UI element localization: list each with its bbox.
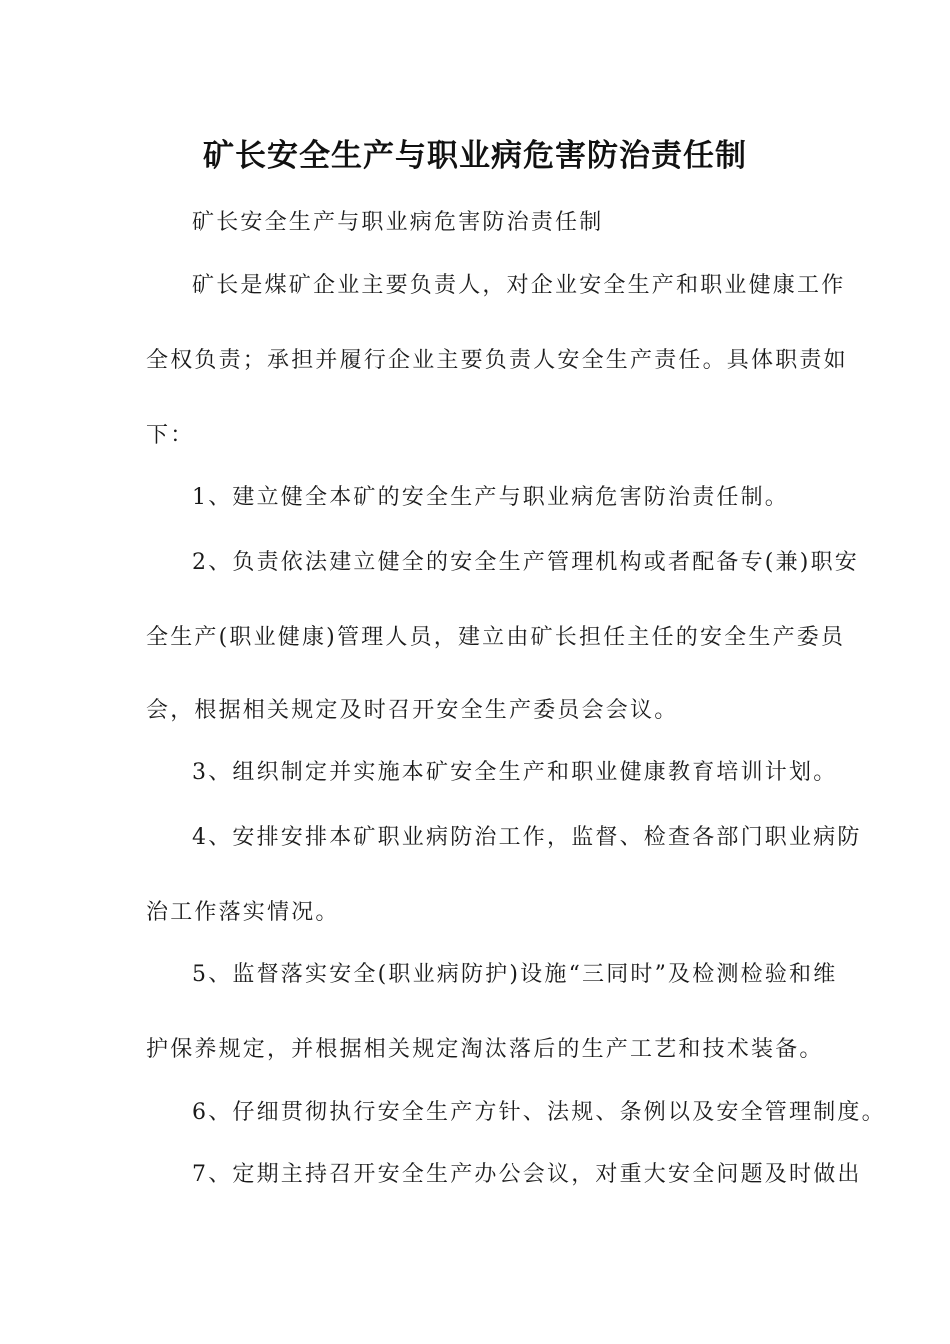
list-item-2-cont: 会，根据相关规定及时召开安全生产委员会会议。 — [146, 698, 679, 723]
paragraph-line: 全权负责；承担并履行企业主要负责人安全生产责任。具体职责如 — [146, 348, 848, 373]
document-title: 矿长安全生产与职业病危害防治责任制 — [203, 138, 747, 174]
list-item-4-cont: 治工作落实情况。 — [146, 900, 340, 925]
list-item-5-cont: 护保养规定，并根据相关规定淘汰落后的生产工艺和技术装备。 — [146, 1037, 824, 1062]
list-item-7: 7、定期主持召开安全生产办公会议，对重大安全问题及时做出 — [192, 1162, 862, 1187]
paragraph-line: 下： — [146, 423, 195, 448]
list-item-3: 3、组织制定并实施本矿安全生产和职业健康教育培训计划。 — [192, 760, 838, 785]
list-item-2: 2、负责依法建立健全的安全生产管理机构或者配备专(兼)职安 — [192, 550, 859, 575]
list-item-5: 5、监督落实安全(职业病防护)设施“三同时”及检测检验和维 — [192, 962, 838, 987]
list-item-2-cont: 全生产(职业健康)管理人员，建立由矿长担任主任的安全生产委员 — [146, 625, 846, 650]
subtitle-line: 矿长安全生产与职业病危害防治责任制 — [192, 210, 604, 235]
paragraph-line: 矿长是煤矿企业主要负责人，对企业安全生产和职业健康工作 — [192, 273, 846, 298]
list-item-1: 1、建立健全本矿的安全生产与职业病危害防治责任制。 — [192, 485, 789, 510]
list-item-4: 4、安排安排本矿职业病防治工作，监督、检查各部门职业病防 — [192, 825, 862, 850]
list-item-6: 6、仔细贯彻执行安全生产方针、法规、条例以及安全管理制度。 — [192, 1100, 886, 1125]
